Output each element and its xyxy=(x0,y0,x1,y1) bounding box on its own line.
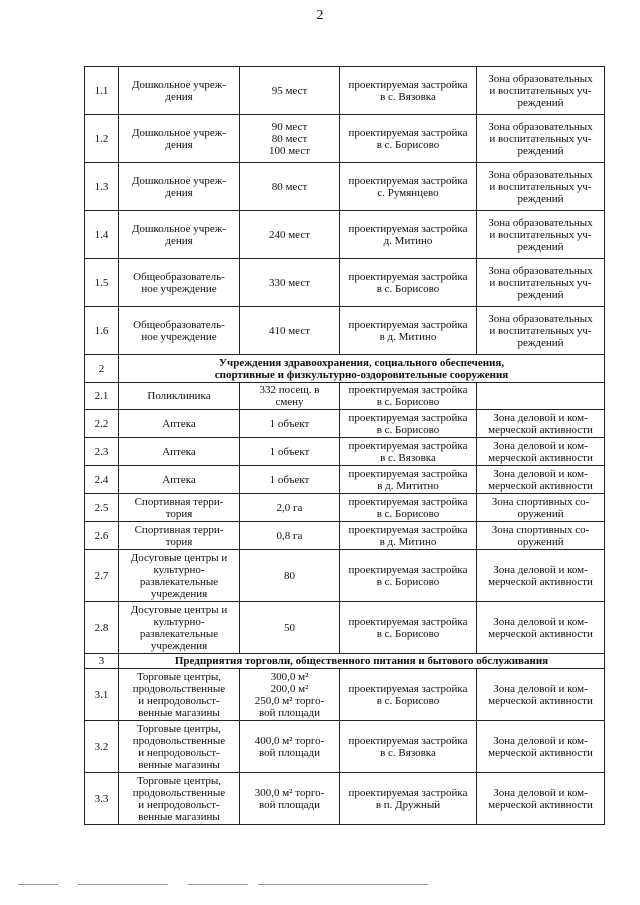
facility-location xyxy=(340,211,477,259)
facility-zone-line: Зона образовательных xyxy=(488,216,593,229)
facility-name-line: венные магазины xyxy=(138,706,220,719)
facility-capacity-line: 2,0 га xyxy=(276,501,303,514)
row-number: 2.8 xyxy=(85,602,119,654)
facility-zone-line: мерческой активности xyxy=(488,627,593,640)
footer-rule xyxy=(18,884,438,890)
table-row xyxy=(85,721,605,773)
facility-zone xyxy=(477,721,605,773)
row-number: 2.3 xyxy=(85,438,119,466)
facility-zone-line: Зона образовательных xyxy=(488,72,593,85)
facility-zone xyxy=(477,602,605,654)
facility-name-line: развлекательные xyxy=(139,575,219,588)
facility-location-line: проектируемая застройка xyxy=(348,786,468,799)
facility-location-line: проектируемая застройка xyxy=(348,467,468,480)
facility-zone-line: реждений xyxy=(517,192,564,205)
facility-capacity-line: 410 мест xyxy=(268,324,311,337)
facility-location xyxy=(340,494,477,522)
facility-zone-line: мерческой активности xyxy=(488,694,593,707)
table-row xyxy=(85,410,605,438)
section-title xyxy=(119,654,605,669)
facility-zone-line: оружений xyxy=(517,507,564,520)
facility-location-line: д. Митино xyxy=(383,234,433,247)
facility-location-line: проектируемая застройка xyxy=(348,734,468,747)
table-row xyxy=(85,438,605,466)
facility-name-line: ное учреждение xyxy=(141,330,217,343)
facility-zone-line: Зона образовательных xyxy=(488,264,593,277)
table-row xyxy=(85,494,605,522)
facility-zone-line: и воспитательных уч- xyxy=(489,84,592,97)
facility-capacity xyxy=(240,466,340,494)
facility-name xyxy=(119,115,240,163)
facility-location xyxy=(340,410,477,438)
facility-capacity-line: 80 мест xyxy=(271,180,308,193)
facility-zone xyxy=(477,67,605,115)
facility-zone-line: и воспитательных уч- xyxy=(489,180,592,193)
facility-location-line: в с. Борисово xyxy=(376,507,440,520)
facility-capacity-line: вой площади xyxy=(259,798,320,811)
facility-name xyxy=(119,383,240,410)
table-row xyxy=(85,259,605,307)
facility-capacity xyxy=(240,522,340,550)
facility-zone-line: Зона образовательных xyxy=(488,312,593,325)
facility-zone-line: реждений xyxy=(517,240,564,253)
table-row xyxy=(85,115,605,163)
facility-capacity xyxy=(240,115,340,163)
table-row xyxy=(85,522,605,550)
facility-capacity-line: 80 xyxy=(284,569,295,582)
facility-zone-line: Зона спортивных со- xyxy=(491,523,590,536)
facility-zone xyxy=(477,494,605,522)
facility-location xyxy=(340,307,477,355)
facility-name-line: Поликлиника xyxy=(147,390,211,402)
facility-zone xyxy=(477,438,605,466)
facility-location-line: проектируемая застройка xyxy=(348,495,468,508)
section-row xyxy=(85,654,605,669)
facility-capacity-line: вой площади xyxy=(259,706,320,719)
facility-capacity-line: 300,0 м² торго- xyxy=(254,786,325,799)
facility-name xyxy=(119,307,240,355)
facility-location-line: проектируемая застройка xyxy=(348,78,468,91)
facility-location xyxy=(340,602,477,654)
facility-location-line: проектируемая застройка xyxy=(348,384,468,396)
facility-name-line: дения xyxy=(165,138,193,151)
facility-capacity xyxy=(240,721,340,773)
facility-zone-line: мерческой активности xyxy=(488,423,593,436)
facility-capacity xyxy=(240,410,340,438)
facility-name xyxy=(119,67,240,115)
facility-capacity-line: 0,8 га xyxy=(276,529,303,542)
row-number: 3 xyxy=(85,654,119,669)
facility-zone-line: мерческой активности xyxy=(488,451,593,464)
facility-name xyxy=(119,211,240,259)
table-body xyxy=(85,67,605,825)
facility-location xyxy=(340,466,477,494)
section-title xyxy=(119,355,605,383)
facility-capacity xyxy=(240,163,340,211)
facility-zone-line: и воспитательных уч- xyxy=(489,324,592,337)
facility-capacity xyxy=(240,383,340,410)
facility-zone xyxy=(477,211,605,259)
row-number: 2.5 xyxy=(85,494,119,522)
facility-location xyxy=(340,67,477,115)
facility-capacity-line: 400,0 м² торго- xyxy=(254,734,325,747)
row-number: 2.4 xyxy=(85,466,119,494)
facility-name-line: Досуговые центры и xyxy=(130,603,228,616)
facility-capacity xyxy=(240,211,340,259)
facility-name-line: Дошкольное учреж- xyxy=(132,174,226,187)
table-row xyxy=(85,307,605,355)
facility-name-line: Дошкольное учреж- xyxy=(132,222,226,235)
facility-location xyxy=(340,259,477,307)
facility-location-line: проектируемая застройка xyxy=(348,174,468,187)
facility-name-line: венные магазины xyxy=(138,758,220,771)
table-row xyxy=(85,466,605,494)
facility-name xyxy=(119,410,240,438)
facility-capacity-line: вой площади xyxy=(259,746,320,759)
facility-location-line: в д. Митино xyxy=(379,535,437,548)
table-row xyxy=(85,773,605,825)
facility-name-line: продовольственные xyxy=(132,786,226,799)
facility-name-line: Дошкольное учреж- xyxy=(132,126,226,139)
facility-name-line: Спортивная терри- xyxy=(134,495,224,508)
facility-zone xyxy=(477,410,605,438)
facility-zone-line: Зона деловой и ком- xyxy=(493,563,588,576)
row-number: 2.7 xyxy=(85,550,119,602)
facility-capacity xyxy=(240,67,340,115)
row-number: 1.4 xyxy=(85,211,119,259)
facility-name-line: и непродовольст- xyxy=(138,798,220,811)
facility-name-line: культурно- xyxy=(153,615,205,628)
facility-location-line: в с. Борисово xyxy=(376,138,440,151)
facility-capacity-line: 332 посещ. в xyxy=(259,384,320,396)
facility-name-line: Торговые центры, xyxy=(136,722,222,735)
facility-zone-line: Зона деловой и ком- xyxy=(493,615,588,628)
facility-location-line: в с. Борисово xyxy=(376,396,440,408)
facility-name-line: Общеобразователь- xyxy=(133,318,225,331)
facility-location-line: проектируемая застройка xyxy=(348,523,468,536)
facility-capacity xyxy=(240,669,340,721)
facility-capacity-line: 240 мест xyxy=(268,228,311,241)
table-row xyxy=(85,211,605,259)
facility-capacity-line: 300,0 м² xyxy=(270,670,309,683)
row-number: 3.3 xyxy=(85,773,119,825)
facility-name xyxy=(119,438,240,466)
facility-name-line: Аптека xyxy=(162,473,196,486)
facility-location-line: в с. Борисово xyxy=(376,423,440,436)
facility-name-line: учреждения xyxy=(150,639,208,652)
facility-name-line: продовольственные xyxy=(132,734,226,747)
facility-zone-line: Зона образовательных xyxy=(488,120,593,133)
facility-capacity-line: 1 объект xyxy=(269,445,310,458)
facility-zone-line: и воспитательных уч- xyxy=(489,132,592,145)
facility-location-line: в д. Митино xyxy=(379,330,437,343)
facility-name xyxy=(119,602,240,654)
facility-location xyxy=(340,773,477,825)
facility-name-line: венные магазины xyxy=(138,810,220,823)
facility-name xyxy=(119,466,240,494)
facility-zone-line: Зона деловой и ком- xyxy=(493,467,588,480)
facility-location-line: проектируемая застройка xyxy=(348,563,468,576)
facility-zone-line: и воспитательных уч- xyxy=(489,228,592,241)
row-number: 2 xyxy=(85,355,119,383)
facility-location-line: в п. Дружный xyxy=(375,798,441,811)
facility-capacity-line: 100 мест xyxy=(268,144,311,157)
facility-location-line: проектируемая застройка xyxy=(348,615,468,628)
facility-capacity-line: 250,0 м² торго- xyxy=(254,694,325,707)
row-number: 1.5 xyxy=(85,259,119,307)
facility-location-line: проектируемая застройка xyxy=(348,411,468,424)
row-number: 1.3 xyxy=(85,163,119,211)
row-number: 2.6 xyxy=(85,522,119,550)
facility-name xyxy=(119,163,240,211)
row-number: 3.2 xyxy=(85,721,119,773)
facilities-table xyxy=(84,66,605,825)
facility-location xyxy=(340,721,477,773)
facility-zone-line: мерческой активности xyxy=(488,479,593,492)
facility-location-line: в с. Вязовка xyxy=(380,746,436,759)
row-number: 2.2 xyxy=(85,410,119,438)
row-number: 2.1 xyxy=(85,383,119,410)
facility-name xyxy=(119,494,240,522)
facility-name xyxy=(119,522,240,550)
facility-name xyxy=(119,773,240,825)
facility-location xyxy=(340,550,477,602)
facility-zone-line: Зона деловой и ком- xyxy=(493,734,588,747)
facility-zone-line: реждений xyxy=(517,288,564,301)
facility-capacity-line: 1 объект xyxy=(269,473,310,486)
table-row xyxy=(85,602,605,654)
section-title-line: Предприятия торговли, общественного питания и бытового обслуживания xyxy=(174,655,549,667)
row-number: 1.6 xyxy=(85,307,119,355)
facility-name-line: культурно- xyxy=(153,563,205,576)
facility-zone xyxy=(477,550,605,602)
facility-location xyxy=(340,669,477,721)
facility-capacity-line: смену xyxy=(275,396,304,408)
facility-zone-line: мерческой активности xyxy=(488,798,593,811)
facility-zone-line: мерческой активности xyxy=(488,746,593,759)
facility-location xyxy=(340,522,477,550)
facility-location-line: в д. Мититно xyxy=(377,479,439,492)
facility-name-line: Торговые центры, xyxy=(136,670,222,683)
facility-zone-line: реждений xyxy=(517,144,564,157)
facility-zone xyxy=(477,383,605,410)
facility-location-line: проектируемая застройка xyxy=(348,222,468,235)
facility-zone-line: мерческой активности xyxy=(488,575,593,588)
facility-location-line: с. Румянцево xyxy=(377,186,439,199)
facility-location-line: проектируемая застройка xyxy=(348,318,468,331)
facility-location-line: в с. Борисово xyxy=(376,575,440,588)
facility-name-line: и непродовольст- xyxy=(138,746,220,759)
row-number: 1.2 xyxy=(85,115,119,163)
facility-zone-line: Зона деловой и ком- xyxy=(493,786,588,799)
facility-zone-line: и воспитательных уч- xyxy=(489,276,592,289)
facility-name-line: развлекательные xyxy=(139,627,219,640)
facility-zone-line: Зона деловой и ком- xyxy=(493,411,588,424)
table-row xyxy=(85,669,605,721)
facility-capacity xyxy=(240,259,340,307)
facility-zone xyxy=(477,466,605,494)
facility-location-line: в с. Борисово xyxy=(376,282,440,295)
facility-zone xyxy=(477,115,605,163)
section-title-line: Учреждения здравоохранения, социального обеспечения, xyxy=(218,356,505,369)
facility-capacity-line: 1 объект xyxy=(269,417,310,430)
section-row xyxy=(85,355,605,383)
facility-zone-line: Зона деловой и ком- xyxy=(493,439,588,452)
table-row xyxy=(85,67,605,115)
facility-capacity-line: 95 мест xyxy=(271,84,308,97)
table-row xyxy=(85,163,605,211)
facility-zone xyxy=(477,522,605,550)
facility-capacity-line: 50 xyxy=(284,621,295,634)
facility-name-line: Общеобразователь- xyxy=(133,270,225,283)
facility-location-line: в с. Вязовка xyxy=(380,90,436,103)
facility-name-line: Аптека xyxy=(162,445,196,458)
facility-location-line: в с. Вязовка xyxy=(380,451,436,464)
facility-name-line: Досуговые центры и xyxy=(130,551,228,564)
facility-location xyxy=(340,383,477,410)
table-row xyxy=(85,383,605,410)
facility-name-line: продовольственные xyxy=(132,682,226,695)
facility-location-line: в с. Борисово xyxy=(376,694,440,707)
facility-name xyxy=(119,259,240,307)
row-number: 3.1 xyxy=(85,669,119,721)
facility-name-line: дения xyxy=(165,90,193,103)
facility-name-line: Торговые центры, xyxy=(136,774,222,787)
facility-name-line: ное учреждение xyxy=(141,282,217,295)
facility-zone xyxy=(477,163,605,211)
facility-zone xyxy=(477,307,605,355)
facility-zone-line: оружений xyxy=(517,535,564,548)
facility-location-line: в с. Борисово xyxy=(376,627,440,640)
facility-zone-line: реждений xyxy=(517,336,564,349)
facility-location-line: проектируемая застройка xyxy=(348,439,468,452)
facility-capacity xyxy=(240,307,340,355)
facility-capacity xyxy=(240,550,340,602)
facility-capacity xyxy=(240,438,340,466)
facility-name-line: Спортивная терри- xyxy=(134,523,224,536)
facility-location xyxy=(340,115,477,163)
facility-location xyxy=(340,438,477,466)
facility-name-line: и непродовольст- xyxy=(138,694,220,707)
table-row xyxy=(85,550,605,602)
facility-zone-line: Зона спортивных со- xyxy=(491,495,590,508)
section-title-line: спортивные и физкультурно-оздоровительные сооружения xyxy=(214,368,509,381)
facility-capacity-line: 90 мест xyxy=(271,120,308,133)
facility-name-line: учреждения xyxy=(150,587,208,600)
facility-name xyxy=(119,550,240,602)
row-number: 1.1 xyxy=(85,67,119,115)
facility-capacity-line: 200,0 м² xyxy=(270,682,309,695)
facility-capacity xyxy=(240,773,340,825)
facility-zone-line: Зона образовательных xyxy=(488,168,593,181)
facility-location-line: проектируемая застройка xyxy=(348,126,468,139)
facility-location-line: проектируемая застройка xyxy=(348,270,468,283)
facility-capacity xyxy=(240,602,340,654)
facility-name-line: дения xyxy=(165,234,193,247)
facility-location-line: проектируемая застройка xyxy=(348,682,468,695)
page-number: 2 xyxy=(316,8,324,23)
facility-capacity xyxy=(240,494,340,522)
facility-capacity-line: 80 мест xyxy=(271,132,308,145)
facility-zone-line: реждений xyxy=(517,96,564,109)
facility-name xyxy=(119,721,240,773)
facility-name-line: Аптека xyxy=(162,417,196,430)
facility-zone xyxy=(477,773,605,825)
facility-location xyxy=(340,163,477,211)
facility-name-line: тория xyxy=(165,507,193,520)
facility-name-line: дения xyxy=(165,186,193,199)
facility-zone xyxy=(477,259,605,307)
facility-name-line: Дошкольное учреж- xyxy=(132,78,226,91)
facility-zone xyxy=(477,669,605,721)
facility-name xyxy=(119,669,240,721)
facility-capacity-line: 330 мест xyxy=(268,276,311,289)
facility-name-line: тория xyxy=(165,535,193,548)
facility-zone-line: Зона деловой и ком- xyxy=(493,682,588,695)
